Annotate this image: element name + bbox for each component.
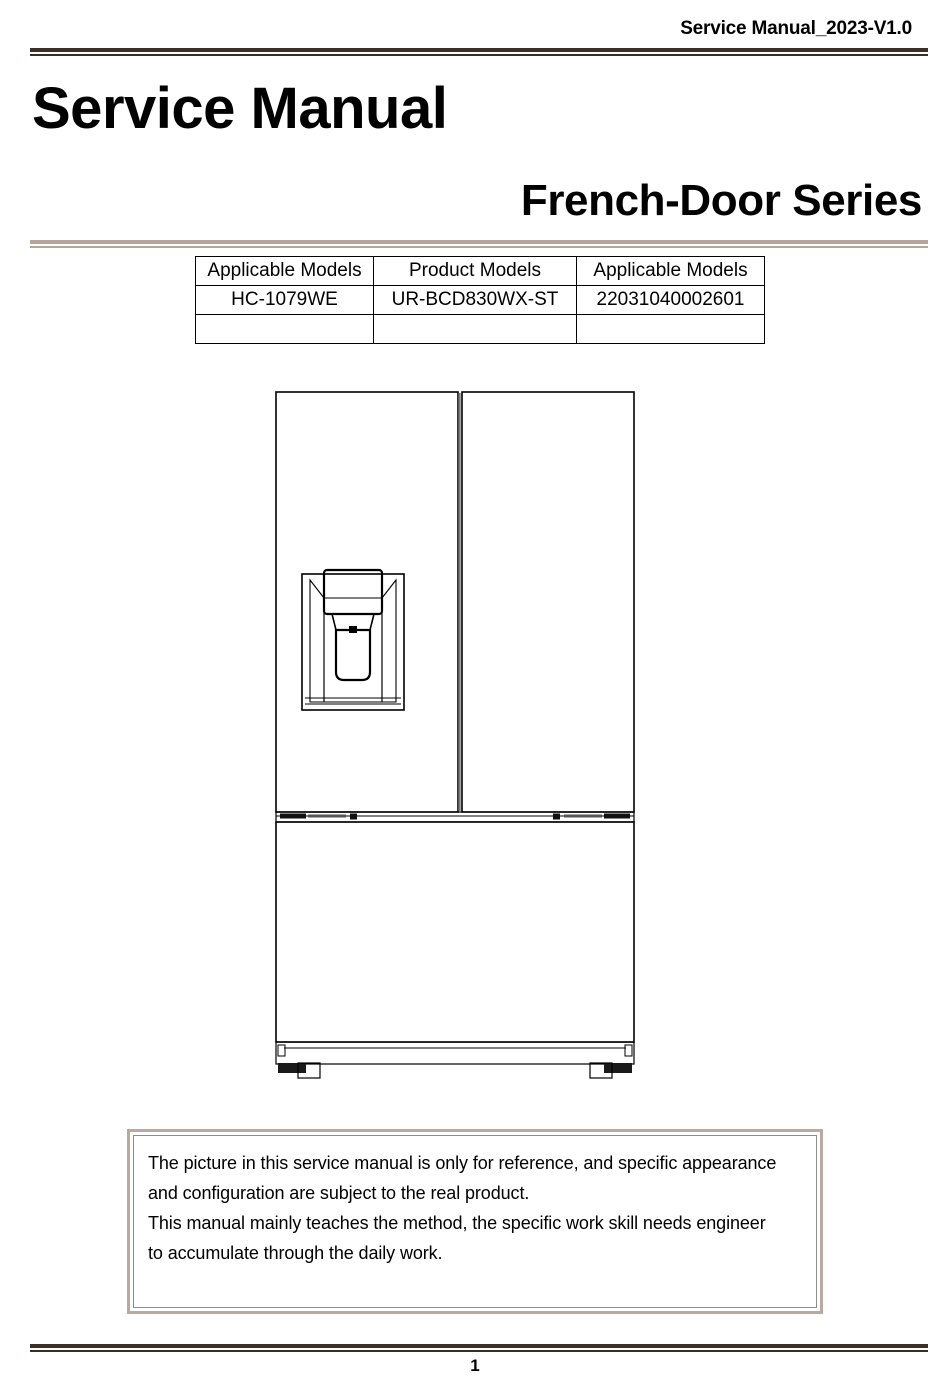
header-divider-rule	[30, 48, 928, 56]
note-line-1: The picture in this service manual is only for reference, and specific appearance	[148, 1153, 777, 1173]
reference-note-inner-frame	[133, 1135, 817, 1308]
footer-rule-thin-bar	[30, 1350, 928, 1352]
table-cell-empty-1	[196, 315, 374, 344]
footer-divider-rule	[30, 1344, 928, 1352]
models-table	[195, 256, 765, 344]
note-line-2: and configuration are subject to the real product.	[148, 1183, 530, 1203]
table-header-applicable-models-1: Applicable Models	[196, 257, 374, 286]
water-and-ice-dispenser	[302, 570, 404, 710]
table-header-row	[196, 257, 765, 286]
table-header-product-models: Product Models	[374, 257, 577, 286]
bottom-freezer-drawer	[276, 822, 634, 1042]
door-divider-bar	[276, 812, 634, 822]
header-rule-thick-bar	[30, 48, 928, 52]
page-title: Service Manual	[32, 76, 448, 141]
leveling-feet	[278, 1063, 632, 1078]
french-door-refrigerator-illustration	[262, 384, 648, 1096]
note-line-4: to accumulate through the daily work.	[148, 1243, 443, 1263]
table-row-empty	[196, 315, 765, 344]
header-version-label: Service Manual_2023-V1.0	[680, 18, 912, 39]
header-rule-thin-bar	[30, 54, 928, 56]
table-cell-empty-3	[577, 315, 765, 344]
table-row	[196, 286, 765, 315]
table-cell-product-model: UR-BCD830WX-ST	[374, 286, 577, 315]
table-cell-empty-2	[374, 315, 577, 344]
note-line-3: This manual mainly teaches the method, the specific work skill needs engineer	[148, 1213, 766, 1233]
footer-rule-thick-bar	[30, 1344, 928, 1348]
table-header-applicable-models-2: Applicable Models	[577, 257, 765, 286]
left-french-door	[276, 392, 458, 812]
reference-note-box	[127, 1129, 823, 1314]
subtitle-rule-thick-bar	[30, 240, 928, 244]
page-number: 1	[470, 1356, 480, 1375]
table-cell-material-code: 22031040002601	[577, 286, 765, 315]
right-french-door	[462, 392, 634, 812]
subtitle-rule-thin-bar	[30, 246, 928, 248]
table-cell-applicable-model: HC-1079WE	[196, 286, 374, 315]
base-kick-plate	[276, 1042, 634, 1064]
subtitle-divider-rule	[30, 240, 928, 248]
page-subtitle: French-Door Series	[520, 176, 922, 225]
